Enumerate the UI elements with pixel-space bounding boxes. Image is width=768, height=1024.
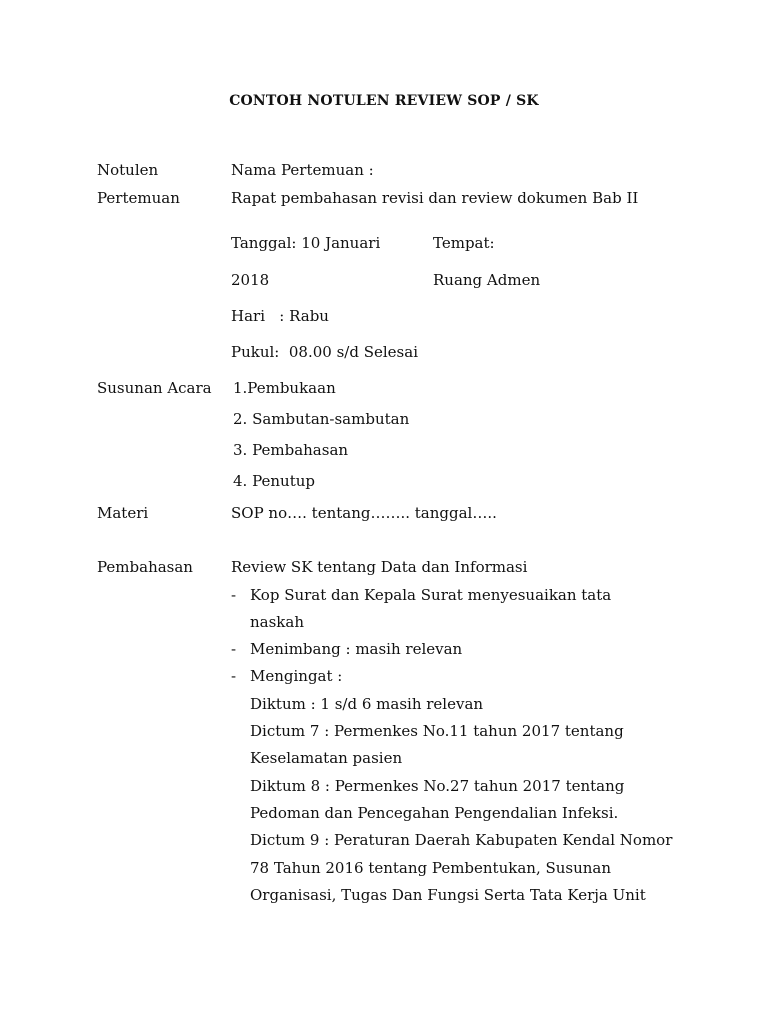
agenda-item: 1.Pembukaan [233,379,336,397]
meeting-name-label: Nama Pertemuan : [231,161,374,179]
list-dash: - [231,640,237,658]
meeting-day: Hari : Rabu [231,307,329,325]
label-pertemuan: Pertemuan [97,189,180,207]
list-dash: - [231,586,237,604]
pembahasan-sub-line: Dictum 9 : Peraturan Daerah Kabupaten Kendal Nomor [250,831,673,849]
pembahasan-item2: Menimbang : masih relevan [250,640,463,658]
pembahasan-sub-line: Organisasi, Tugas Dan Fungsi Serta Tata Kerja Unit [250,886,646,904]
pembahasan-sub-line: Pedoman dan Pencegahan Pengendalian Infeksi. [250,804,619,822]
label-materi: Materi [97,504,149,522]
label-notulen: Notulen [97,161,159,179]
pembahasan-sub-line: Diktum 8 : Permenkes No.27 tahun 2017 tentang [250,777,625,795]
pembahasan-item3: Mengingat : [250,667,343,685]
agenda-item: 3. Pembahasan [233,441,349,459]
agenda-item: 4. Penutup [233,472,315,490]
pembahasan-sub-line: Diktum : 1 s/d 6 masih relevan [250,695,484,713]
label-susunan-acara: Susunan Acara [97,379,212,397]
pembahasan-item1-line1: Kop Surat dan Kepala Surat menyesuaikan tata [250,586,612,604]
meeting-name-value: Rapat pembahasan revisi dan review dokumen Bab II [231,189,639,207]
meeting-date-line2: 2018 [231,271,270,289]
pembahasan-item1-line2: naskah [250,613,304,631]
agenda-item: 2. Sambutan-sambutan [233,410,410,428]
meeting-date-line1: Tanggal: 10 Januari [231,234,381,252]
pembahasan-heading: Review SK tentang Data dan Informasi [231,558,528,576]
pembahasan-sub-line: Keselamatan pasien [250,749,403,767]
pembahasan-sub-line: 78 Tahun 2016 tentang Pembentukan, Susunan [250,859,612,877]
pembahasan-sub-line: Dictum 7 : Permenkes No.11 tahun 2017 tentang [250,722,624,740]
list-dash: - [231,667,237,685]
document-title: CONTOH NOTULEN REVIEW SOP / SK [229,93,539,109]
meeting-place-label: Tempat: [433,234,495,252]
materi-value: SOP no…. tentang…….. tanggal….. [231,504,497,522]
label-pembahasan: Pembahasan [97,558,193,576]
meeting-place-value: Ruang Admen [433,271,541,289]
meeting-time: Pukul: 08.00 s/d Selesai [231,343,418,361]
